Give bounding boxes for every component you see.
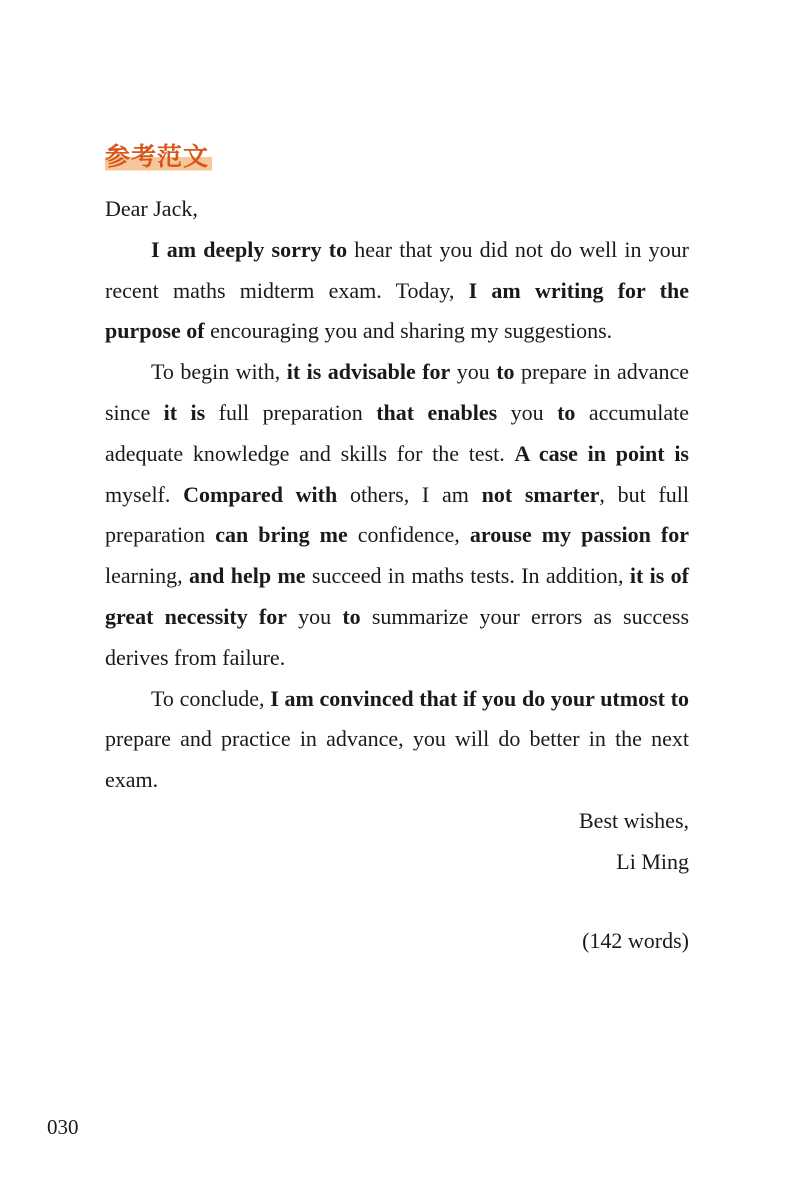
text-run: accumulate adequate knowledge and skills for the test. (105, 399, 689, 466)
section-heading: 参考范文 (105, 137, 212, 175)
key-phrase: I am deeply sorry to (151, 236, 348, 262)
key-phrase: to (342, 603, 361, 629)
text-run: you (450, 359, 497, 385)
word-count: (142 words) (582, 927, 689, 953)
key-phrase: I am writing for the purpose of (105, 277, 689, 344)
letter-salutation: Dear Jack, (105, 196, 198, 221)
key-phrase: it is of great necessity for (105, 563, 689, 629)
text-run: , but full preparation (105, 481, 689, 548)
text-run: you (287, 603, 343, 629)
letter-closing: Best wishes, (579, 807, 689, 833)
text-run: myself. (105, 481, 184, 507)
letter-paragraph-3 (105, 679, 689, 801)
text-run: prepare in advance since (105, 359, 690, 425)
key-phrase: to (557, 399, 576, 425)
text-run: summarize your errors as success derives from failure. (105, 603, 690, 670)
key-phrase: I am convinced that if you do your utmost to (270, 685, 689, 711)
key-phrase: can bring me (215, 522, 348, 548)
letter-paragraph-1 (105, 230, 689, 352)
key-phrase: it is advisable for (286, 359, 451, 385)
sample-letter (105, 189, 689, 961)
text-run: encouraging you and sharing my suggestions. (204, 318, 613, 344)
key-phrase: arouse my passion for (469, 522, 689, 548)
text-run: others, I am (337, 481, 482, 507)
text-run: hear that you did not do well in your recent maths midterm exam. Today, (105, 236, 689, 303)
key-phrase: not smarter (481, 481, 600, 507)
key-phrase: A case in point is (514, 440, 689, 466)
text-run: succeed in maths tests. In addition, (305, 563, 630, 589)
text-run: To begin with, (151, 359, 287, 385)
key-phrase: it is (163, 399, 206, 425)
text-run: prepare and practice in advance, you will do better in the next exam. (105, 726, 689, 793)
key-phrase: and help me (188, 563, 306, 589)
letter-paragraph-2 (105, 352, 689, 678)
text-run: confidence, (347, 522, 470, 548)
key-phrase: Compared with (183, 481, 338, 507)
key-phrase: that enables (376, 399, 498, 425)
text-run: full preparation (205, 399, 377, 425)
text-run: you (497, 399, 558, 425)
text-run: learning, (105, 563, 189, 589)
letter-signature: Li Ming (616, 848, 689, 874)
text-run: To conclude, (151, 685, 271, 711)
key-phrase: to (496, 359, 515, 385)
page-number: 030 (47, 1115, 79, 1139)
